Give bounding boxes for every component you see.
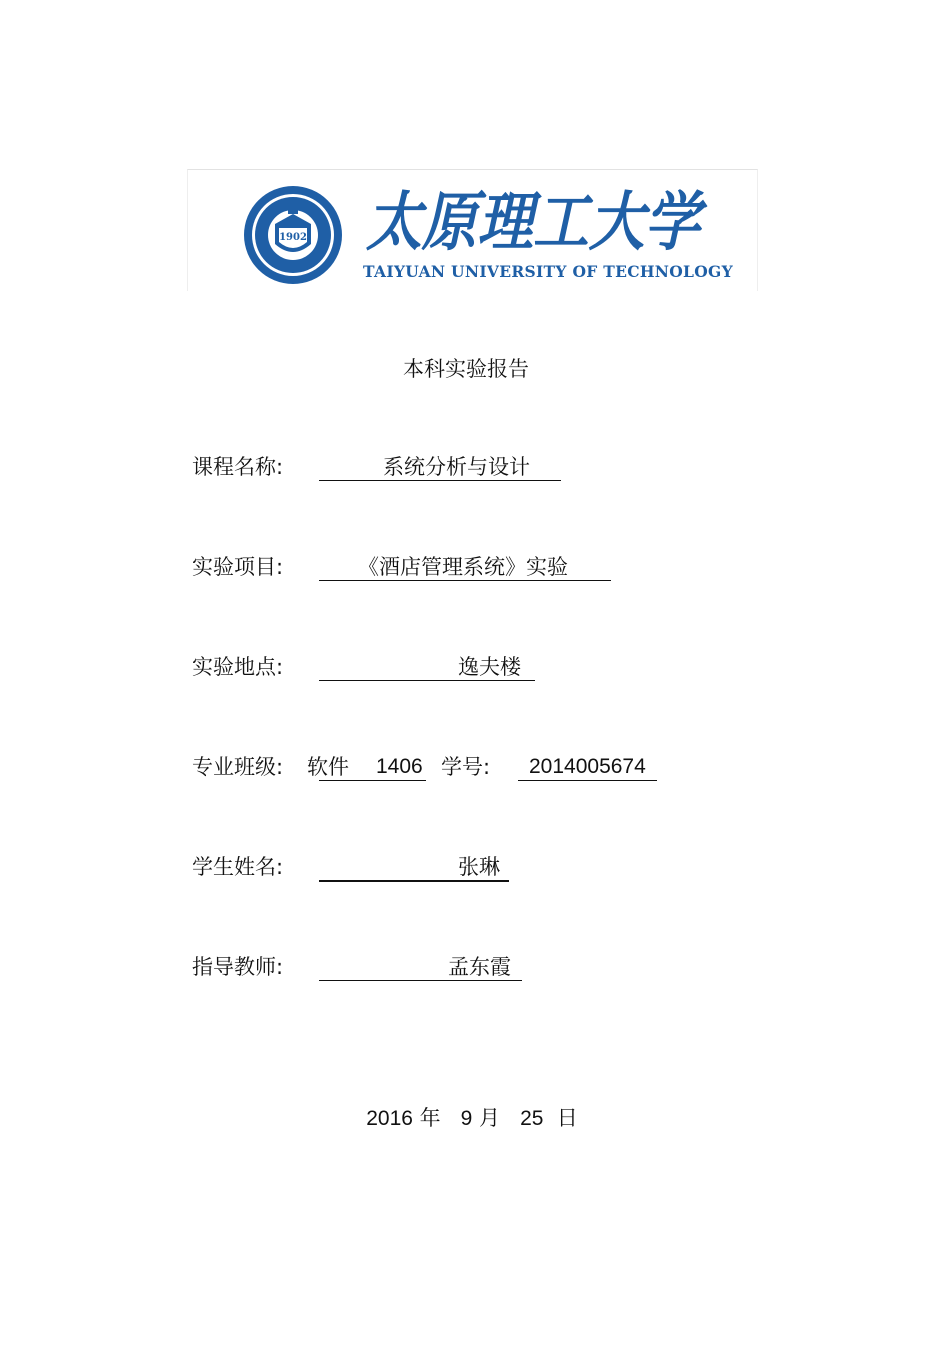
project-label: 实验项目: (192, 555, 284, 579)
class-major: 软件 (307, 755, 349, 779)
student-id-label: 学号: (441, 755, 491, 779)
teacher-value: 孟东霞 (448, 955, 511, 979)
project-field (192, 552, 622, 582)
date-year: 2016 (366, 1107, 413, 1130)
date-year-unit: 年 (419, 1106, 441, 1130)
class-field (192, 752, 672, 782)
date-month: 9 (460, 1107, 473, 1130)
course-value: 系统分析与设计 (383, 455, 530, 479)
location-label: 实验地点: (192, 655, 284, 679)
location-value: 逸夫楼 (458, 655, 521, 679)
calligraphy-name (364, 178, 708, 260)
date-day-unit: 日 (556, 1106, 578, 1130)
university-logo-banner (187, 169, 758, 291)
student-field (192, 852, 532, 882)
logo-name-cn: 太原理工大学 (366, 185, 708, 260)
teacher-label: 指导教师: (192, 955, 284, 979)
location-field (192, 652, 552, 682)
class-number: 1406 (376, 755, 423, 778)
student-value: 张琳 (458, 855, 500, 879)
report-date (0, 1103, 944, 1134)
report-title: 本科实验报告 (403, 357, 529, 381)
course-field (192, 452, 592, 482)
date-month-unit: 月 (479, 1106, 501, 1130)
student-id-value: 2014005674 (529, 755, 646, 778)
logo-name-en: TAIYUAN UNIVERSITY OF TECHNOLOGY (363, 262, 733, 281)
student-label: 学生姓名: (192, 855, 284, 879)
project-value: 《酒店管理系统》实验 (358, 555, 568, 579)
teacher-field (192, 952, 542, 982)
seal-year: 1902 (279, 232, 307, 243)
class-label: 专业班级: (192, 755, 284, 779)
course-label: 课程名称: (192, 455, 284, 479)
university-seal-icon (242, 184, 344, 286)
date-day: 25 (520, 1107, 544, 1130)
